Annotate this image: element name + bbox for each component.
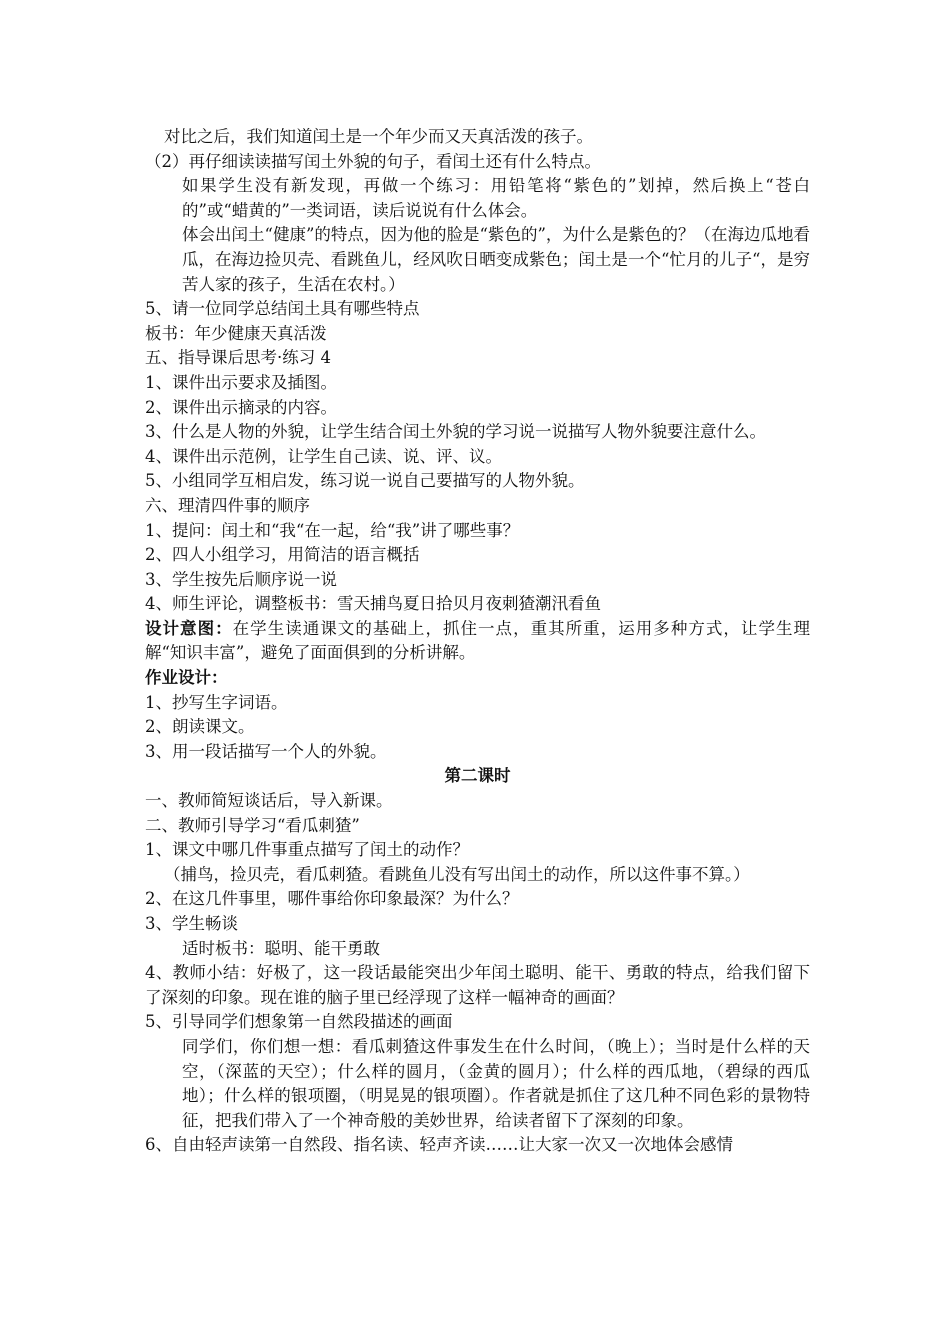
board-note-traits: 板书：年少健康天真活泼: [145, 323, 327, 343]
answer-note: （捕鸟，捡贝壳，看瓜刺猹。看跳鱼儿没有写出闰土的动作，所以这件事不算。）: [164, 864, 750, 884]
list-item: 3、用一段话描写一个人的外貌。: [145, 741, 387, 761]
list-item: 6、自由轻声读第一自然段、指名读、轻声齐读……让大家一次又一次地体会感情: [145, 1135, 733, 1155]
board-note-skills: 适时板书：聪明、能干勇敢: [182, 938, 380, 958]
list-item: 3、学生按先后顺序说一说: [145, 569, 337, 589]
list-item: 5、引导同学们想象第一自然段描述的画面: [145, 1012, 453, 1032]
paragraph-comparison-summary: 对比之后，我们知道闰土是一个年少而又天真活泼的孩子。: [164, 127, 593, 146]
paragraph-exercise: 如果学生没有新发现，再做一个练习：用铅笔将“紫色的”划掉，然后换上“苍白的”或“蜡黄的”一类词语，读后说说有什么体会。: [182, 176, 810, 220]
list-item: 1、提问：闰土和“我“在一起，给“我”讲了哪些事？: [145, 520, 520, 540]
section-heading-five: 五、指导课后思考·练习 4: [145, 348, 331, 368]
list-item: 4、课件出示范例，让学生自己读、说、评、议。: [145, 446, 502, 466]
list-item: 2、四人小组学习，用简洁的语言概括: [145, 545, 420, 565]
list-item: 3、学生畅谈: [145, 914, 238, 933]
design-intent-paragraph: [145, 617, 810, 666]
section-title-second-lesson: 第二课时: [444, 766, 511, 786]
list-item: 一、教师简短谈话后，导入新课。: [145, 791, 393, 811]
list-item: 2、课件出示摘录的内容。: [145, 397, 337, 417]
list-item: 二、教师引导学习“看瓜刺猹”: [145, 815, 360, 835]
paragraph-imagination: 同学们，你们想一想：看瓜刺猹这件事发生在什么时间，（晚上）；当时是什么样的天空，（深蓝的天空）；什么样的圆月，（金黄的圆月）；什么样的西瓜地，（碧绿的西瓜地）；什么样的银项圈，（明晃晃的银项圈）。作者就是抓住了这几种不同色彩的景物特征，把我们带入了一个神奇般的美妙世界，给读者留下了深刻的印象。: [182, 1036, 810, 1130]
paragraph-healthy-trait: 体会出闰土“健康”的特点，因为他的脸是“紫色的”，为什么是紫色的？（在海边瓜地看瓜，在海边捡贝壳、看跳鱼儿，经风吹日晒变成紫色；闰土是一个“忙月的儿子“，是穷苦人家的孩子，生活在农村。）: [182, 225, 810, 294]
list-item: 1、课文中哪几件事重点描写了闰土的动作？: [145, 840, 469, 860]
paragraph-reread-appearance: （2）再仔细读读描写闰土外貌的句子，看闰土还有什么特点。: [145, 151, 601, 171]
list-item: 2、朗读课文。: [145, 717, 255, 737]
list-item: 5、小组同学互相启发，练习说一说自己要描写的人物外貌。: [145, 471, 585, 491]
list-item: 2、在这几件事里，哪件事给你印象最深？为什么？: [145, 889, 519, 909]
list-item: 3、什么是人物的外貌，让学生结合闰土外貌的学习说一说描写人物外貌要注意什么。: [145, 422, 766, 442]
list-item: 4、教师小结：好极了，这一段话最能突出少年闰土聪明、能干、勇敢的特点，给我们留下了深刻的印象。现在谁的脑子里已经浮现了这样一幅神奇的画面？: [145, 963, 810, 1007]
list-item: 1、抄写生字词语。: [145, 692, 288, 712]
section-heading-six: 六、理清四件事的顺序: [145, 495, 310, 515]
homework-heading: 作业设计：: [145, 668, 228, 688]
list-item: 1、课件出示要求及插图。: [145, 372, 337, 392]
step-summarize-traits: 5、请一位同学总结闰土具有哪些特点: [145, 299, 420, 319]
list-item: 4、师生评论，调整板书：雪天捕鸟夏日拾贝月夜刺猹潮汛看鱼: [145, 594, 601, 614]
design-intent-label: 设计意图：: [145, 618, 233, 638]
document-page: [145, 125, 810, 1158]
design-intent-text: 在学生读通课文的基础上，抓住一点，重其所重，运用多种方式，让学生理解“知识丰富”，避免了面面俱到的分析讲解。: [145, 618, 811, 663]
